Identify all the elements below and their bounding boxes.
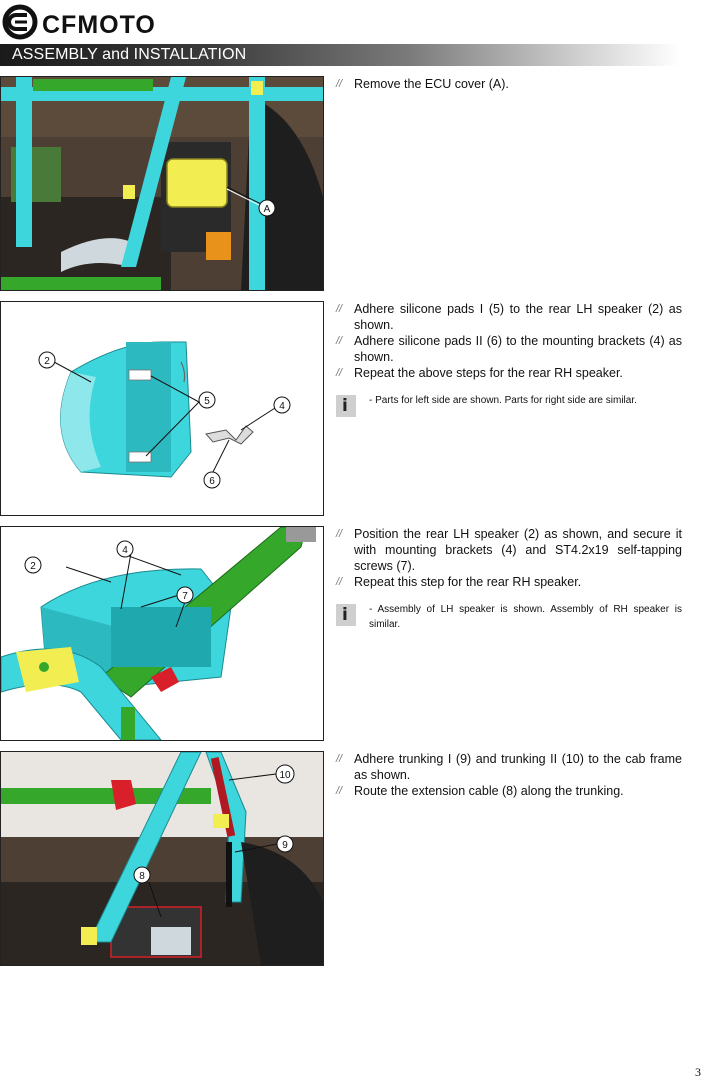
figure-ecu-cover	[0, 76, 324, 291]
step-2-item-2	[336, 333, 682, 365]
step-3-note	[336, 602, 682, 632]
step-4-item-1	[336, 751, 682, 783]
step-3-item-2	[336, 574, 682, 590]
step-marker: //	[336, 528, 343, 540]
info-icon	[336, 395, 356, 417]
ecu-cover-a	[167, 159, 227, 207]
info-icon-glyph: i	[342, 396, 348, 416]
step-2-note-text: - Parts for left side are shown. Parts for right side are similar.	[369, 395, 637, 406]
figure-trunking	[0, 751, 324, 966]
callout-9-label: 9	[282, 840, 288, 851]
step-1-text	[336, 76, 682, 92]
info-icon	[336, 604, 356, 626]
step-2-item-1-text: Adhere silicone pads I (5) to the rear LH speaker (2) as shown.	[354, 302, 682, 332]
step-1-item	[336, 76, 682, 92]
step-1-item-text: Remove the ECU cover (A).	[354, 77, 509, 91]
step-3-item-1-text: Position the rear LH speaker (2) as shown, and secure it with mounting brackets (4) and ST4.2x19 self-tapping screws (7).	[354, 527, 682, 573]
step-marker: //	[336, 367, 343, 379]
step-3-item-1	[336, 526, 682, 574]
step-4-item-2	[336, 783, 682, 799]
step-2-item-2-text: Adhere silicone pads II (6) to the mounting brackets (4) as shown.	[354, 334, 682, 364]
info-icon-glyph: i	[342, 605, 348, 625]
step-marker: //	[336, 303, 343, 315]
step-4-item-2-text: Route the extension cable (8) along the trunking.	[354, 784, 624, 798]
section-title: ASSEMBLY and INSTALLATION	[12, 46, 247, 63]
trunking-9	[226, 842, 232, 907]
step-3-item-2-text: Repeat this step for the rear RH speaker.	[354, 575, 582, 589]
step-2-item-1	[336, 301, 682, 333]
callout-4-label: 4	[279, 401, 285, 412]
callout-7-label: 7	[182, 591, 188, 602]
step-2-item-3-text: Repeat the above steps for the rear RH speaker.	[354, 366, 623, 380]
step-2-note	[336, 393, 682, 419]
callout-4-label: 4	[122, 545, 128, 556]
step-2-item-3	[336, 365, 682, 381]
step-marker: //	[336, 753, 343, 765]
step-marker: //	[336, 785, 343, 797]
callout-a-label: A	[263, 204, 271, 215]
brand-text: CFMOTO	[42, 11, 156, 39]
step-3-note-text: - Assembly of LH speaker is shown. Assembly of RH speaker is similar.	[369, 604, 682, 630]
callout-5-label: 5	[204, 396, 210, 407]
callout-2-label: 2	[44, 356, 50, 367]
figure-speaker-pads	[0, 301, 324, 516]
step-marker: //	[336, 576, 343, 588]
step-marker: //	[336, 78, 343, 90]
step-3-text	[336, 526, 682, 632]
step-4-text	[336, 751, 682, 799]
callout-6-label: 6	[209, 476, 215, 487]
speaker-pads-illustration	[1, 302, 323, 515]
step-marker: //	[336, 335, 343, 347]
callout-10-label: 10	[279, 770, 291, 781]
trunking-illustration	[1, 752, 323, 965]
cfmoto-logo	[2, 4, 182, 40]
position-speaker-illustration	[1, 527, 323, 740]
figure-position-speaker	[0, 526, 324, 741]
page-number: 3	[695, 1065, 701, 1079]
callout-8-label: 8	[139, 871, 145, 882]
callout-2-label: 2	[30, 561, 36, 572]
step-2-text	[336, 301, 682, 419]
ecu-illustration	[1, 77, 323, 290]
step-4-item-1-text: Adhere trunking I (9) and trunking II (10) to the cab frame as shown.	[354, 752, 682, 782]
section-header	[0, 44, 680, 66]
